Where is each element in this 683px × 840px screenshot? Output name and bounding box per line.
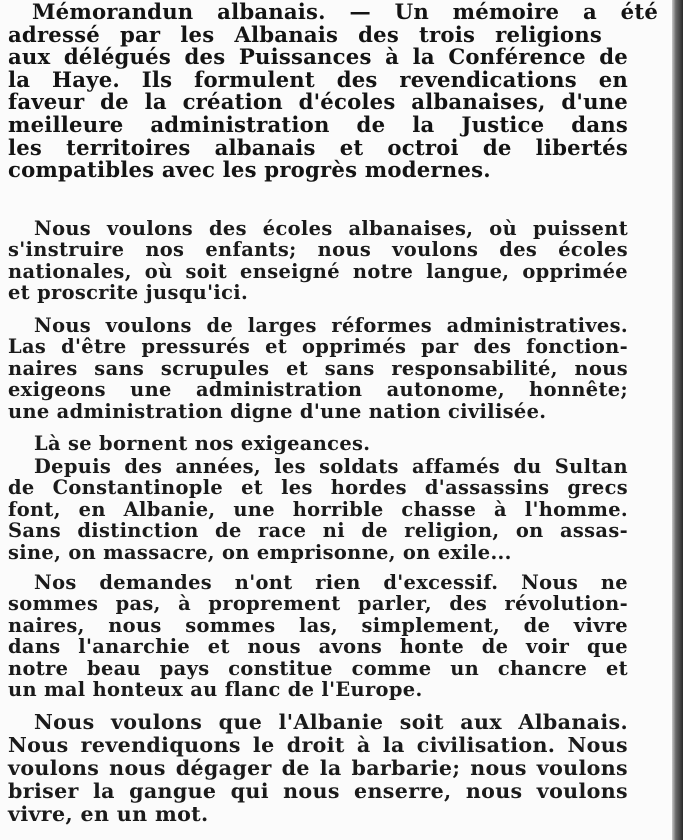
quote-line: naires sans scrupules et sans responsabilité, nous (8, 356, 628, 380)
quote-line: une administration digne d'une nation civilisée. (8, 399, 547, 423)
quote-line: Là se bornent nos exigeances. (34, 432, 371, 455)
intro-line: compatibles avec les progrès modernes. (8, 157, 491, 183)
scan-edge-shadow (672, 0, 683, 840)
quote-line: naires, nous sommes las, simplement, de vivre (8, 613, 628, 637)
quote-line: exigeons une administration autonome, honnête; (8, 378, 628, 402)
quote-line: briser la gangue qui nous enserre, nous voulons (8, 779, 628, 803)
quote-line: Nous voulons de larges réformes administratives. (34, 314, 628, 337)
quote-paragraph (8, 572, 628, 700)
intro-line: adressé par les Albanais des trois religions (8, 21, 602, 47)
quote-line: Nous voulons des écoles albanaises, où puissent (34, 217, 628, 240)
quote-paragraph (8, 218, 628, 304)
quote-line: Depuis des années, les soldats affamés du Sultan (34, 455, 628, 478)
quote-paragraph (8, 315, 628, 422)
quote-line: Las d'être pressurés et opprimés par des fonction- (8, 335, 628, 359)
intro-line: faveur de la création d'écoles albanaises, d'une (8, 89, 628, 115)
quote-line: sommes pas, à proprement parler, des révolution- (8, 592, 628, 616)
intro-line: meilleure administration de la Justice dans (8, 111, 628, 137)
quote-line: notre beau pays constitue comme un chancre et (8, 656, 628, 680)
quote-paragraph (8, 711, 628, 826)
quote-line: dans l'anarchie et nous avons honte de voir que (8, 635, 628, 659)
quote-line: nationales, où soit enseigné notre langue, opprimée (8, 259, 628, 283)
quote-line: Nous revendiquons le droit à la civilisation. Nous (8, 733, 628, 757)
quote-line: voulons nous dégager de la barbarie; nous voulons (8, 756, 628, 780)
quote-line: un mal honteux au flanc de l'Europe. (8, 678, 423, 702)
intro-line: les territoires albanais et octroi de libertés (8, 134, 628, 160)
quote-line: vivre, en un mot. (8, 802, 209, 826)
quote-paragraph (8, 456, 628, 563)
quote-line: s'instruire nos enfants; nous voulons des écoles (8, 238, 628, 262)
quote-line: de Constantinople et les hordes d'assassins grecs (8, 476, 628, 500)
quote-paragraph (8, 433, 628, 454)
quote-line: Sans distinction de race ni de religion, on assas- (8, 519, 628, 543)
quote-line: Nos demandes n'ont rien d'excessif. Nous ne (34, 571, 628, 594)
quote-line: sine, on massacre, on emprisonne, on exile... (8, 540, 512, 564)
intro-paragraph (8, 1, 658, 182)
quote-line: Nous voulons que l'Albanie soit aux Albanais. (34, 710, 628, 734)
intro-line: Mémorandun albanais. — Un mémoire a été (32, 0, 658, 24)
quote-line: font, en Albanie, une horrible chasse à l'homme. (8, 497, 628, 521)
intro-line: aux délégués des Puissances à la Conférence de (8, 44, 628, 70)
intro-line: la Haye. Ils formulent des revendications en (8, 66, 628, 92)
quote-line: et proscrite jusqu'ici. (8, 281, 249, 305)
